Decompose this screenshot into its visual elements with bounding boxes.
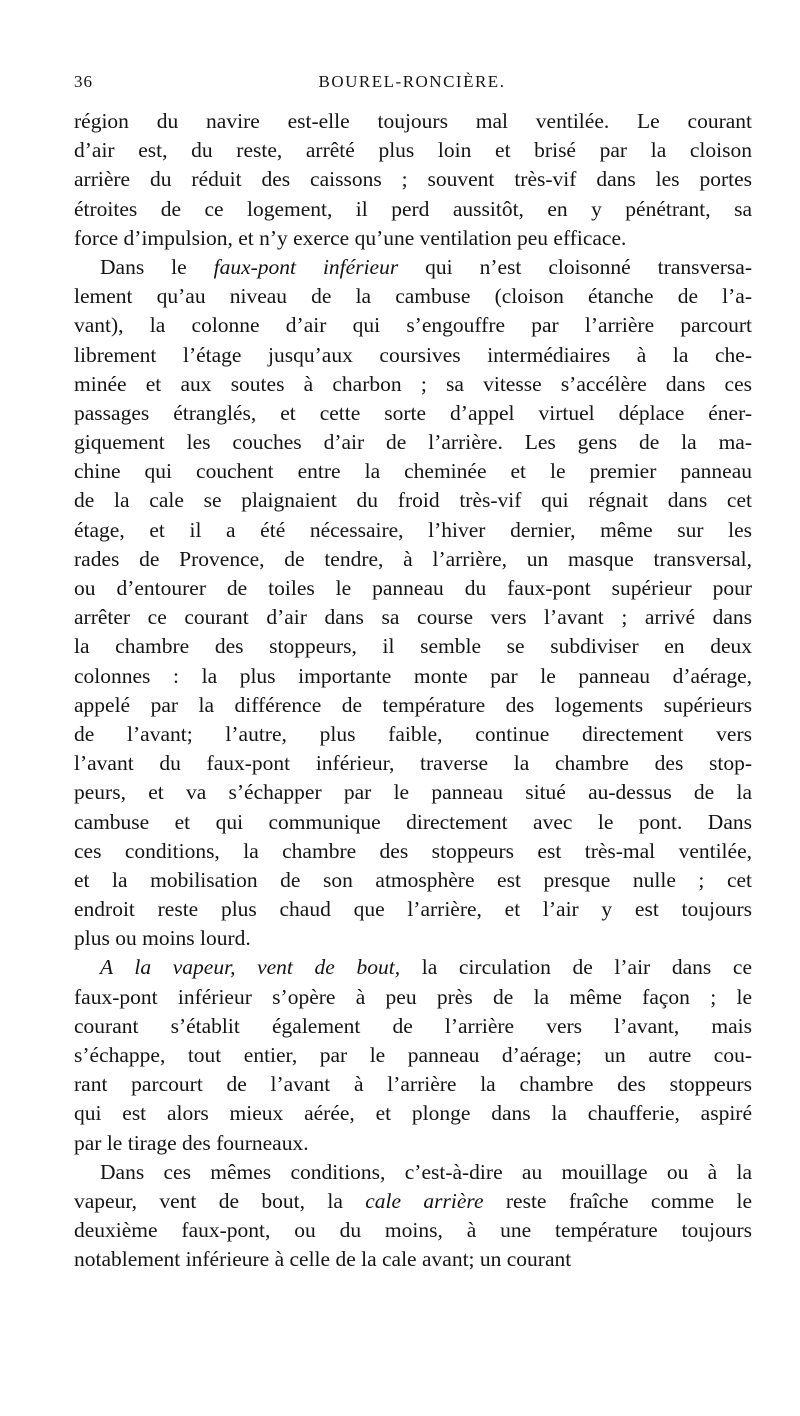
running-head: BOUREL-RONCIÈRE. [318,72,506,91]
text-line [74,603,752,632]
text-segment: région du navire est-elle toujours mal ventilée. Le courant [74,109,752,133]
text-segment: la chambre des stoppeurs, il semble se subdiviser en deux [74,634,752,659]
text-line [74,253,752,282]
text-segment: lement qu’au niveau de la cambuse (cloison étanche de l’a- [74,284,752,309]
paragraph [74,253,752,954]
text-segment: qui n’est cloisonné transversa- [398,254,752,279]
italic-text: A la vapeur, vent de bout, [100,955,401,980]
text-line [74,720,752,749]
text-segment: ces conditions, la chambre des stoppeurs est très-mal ventilée, [74,838,752,863]
text-segment: courant s’établit également de l’arrière vers l’avant, mais [74,1013,752,1038]
text-segment: giquement les couches d’air de l’arrière. Les gens de la ma- [74,430,752,455]
text-line [74,486,752,515]
text-line [74,1158,752,1187]
text-segment: reste fraîche comme le [483,1188,753,1213]
text-segment: ou d’entourer de toiles le panneau du faux-pont supérieur pour [74,576,752,600]
text-line [74,1041,752,1070]
text-line [74,282,752,311]
text-line [74,1099,752,1128]
text-segment: plus ou moins lourd. [74,926,251,951]
text-line [74,341,752,370]
text-segment: de la cale se plaignaient du froid très-vif qui régnait dans cet [74,488,752,513]
text-segment: la circulation de l’air dans ce [400,955,752,980]
text-line [74,837,752,866]
text-segment: chine qui couchent entre la cheminée et le premier panneau [74,459,752,484]
text-line [74,457,752,486]
text-segment: l’avant du faux-pont inférieur, traverse la chambre des stop- [74,751,752,776]
text-segment: appelé par la différence de température des logements supérieurs [74,692,752,717]
text-segment: peurs, et va s’échapper par le panneau situé au-dessus de la [74,780,752,805]
paragraph [74,1158,752,1275]
text-line [74,428,752,457]
text-line [74,953,752,982]
italic-text: cale arrière [365,1188,484,1213]
text-line [74,136,752,165]
text-segment: rant parcourt de l’avant à l’arrière la chambre des stoppeurs [74,1072,752,1097]
text-segment: d’air est, du reste, arrêté plus loin et brisé par la cloison [74,138,752,163]
text-segment: Dans ces mêmes conditions, c’est-à-dire au mouillage ou à la [100,1159,752,1184]
text-line [74,399,752,428]
text-line [74,808,752,837]
text-segment: Dans le [100,254,214,279]
paragraph [74,953,752,1157]
text-line [74,311,752,340]
text-segment: notablement inférieure à celle de la cale avant; un courant [74,1247,572,1272]
text-line [74,662,752,691]
text-segment: deuxième faux-pont, ou du moins, à une température toujours [74,1218,752,1243]
text-segment: colonnes : la plus importante monte par le panneau d’aérage, [74,663,752,688]
paragraph [74,107,752,253]
text-line [74,983,752,1012]
text-segment: de l’avant; l’autre, plus faible, continue directement vers [74,721,752,746]
text-segment: vapeur, vent de bout, la [74,1188,366,1213]
text-line [74,516,752,545]
text-line [74,1245,752,1274]
text-line [74,866,752,895]
text-line [74,107,752,136]
body-text [74,107,752,1275]
italic-text: faux-pont inférieur [213,254,399,279]
text-line [74,1216,752,1245]
text-segment: par le tirage des fourneaux. [74,1130,309,1155]
text-segment: vant), la colonne d’air qui s’engouffre par l’arrière parcourt [74,313,752,338]
text-line [74,545,752,574]
text-segment: s’échappe, tout entier, par le panneau d’aérage; un autre cou- [74,1043,752,1067]
text-line [74,224,752,253]
text-line [74,1012,752,1041]
text-segment: force d’impulsion, et n’y exerce qu’une ventilation peu efficace. [74,225,627,250]
text-segment: étroites de ce logement, il perd aussitôt, en y pénétrant, sa [74,196,752,221]
text-line [74,895,752,924]
page-header [74,72,750,96]
text-segment: faux-pont inférieur s’opère à peu près de la même façon ; le [74,984,752,1009]
text-segment: étage, et il a été nécessaire, l’hiver dernier, même sur les [74,517,752,542]
text-line [74,1187,752,1216]
text-line [74,1070,752,1099]
text-line [74,749,752,778]
text-line [74,1129,752,1158]
text-segment: et la mobilisation de son atmosphère est presque nulle ; cet [74,867,752,892]
text-segment: cambuse et qui communique directement avec le pont. Dans [74,809,752,834]
text-segment: minée et aux soutes à charbon ; sa vitesse s’accélère dans ces [74,371,752,396]
text-line [74,370,752,399]
text-line [74,574,752,603]
text-segment: arrière du réduit des caissons ; souvent très-vif dans les portes [74,167,752,192]
text-segment: endroit reste plus chaud que l’arrière, et l’air y est toujours [74,897,752,922]
text-segment: passages étranglés, et cette sorte d’appel virtuel déplace éner- [74,400,752,425]
page-number: 36 [74,72,93,91]
text-segment: qui est alors mieux aérée, et plonge dans la chaufferie, aspiré [74,1101,752,1126]
text-line [74,165,752,194]
text-line [74,691,752,720]
text-segment: librement l’étage jusqu’aux coursives intermédiaires à la che- [74,342,752,367]
text-line [74,778,752,807]
text-line [74,632,752,661]
text-segment: arrêter ce courant d’air dans sa course vers l’avant ; arrivé dans [74,605,752,630]
text-line [74,195,752,224]
text-segment: rades de Provence, de tendre, à l’arrière, un masque transversal, [74,546,752,571]
text-line [74,924,752,953]
